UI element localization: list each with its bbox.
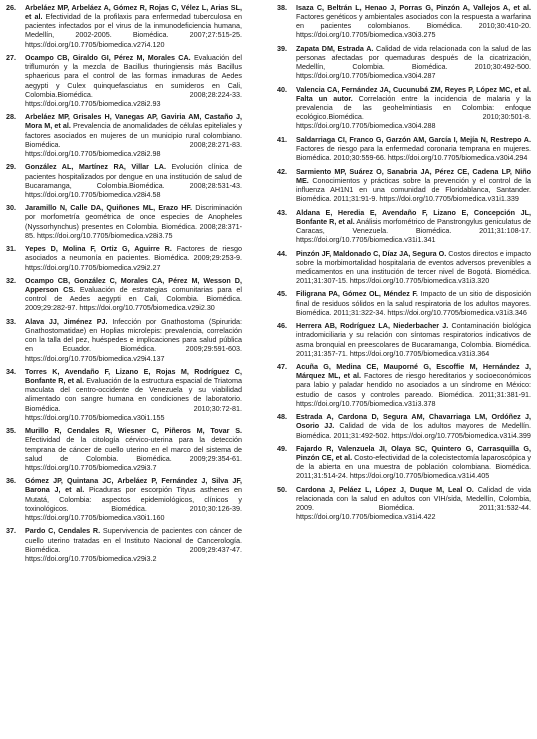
reference-number: 32.: [6, 276, 16, 285]
references-left-column: [6, 3, 242, 563]
reference-number: 31.: [6, 244, 16, 254]
reference-authors: Jaramillo N, Calle DA, Quiñones ML, Erazo HF.: [25, 203, 193, 213]
reference-authors: Isaza C, Beltrán L, Henao J, Porras G, Pinzón A, Vallejos A, et al.: [296, 3, 531, 12]
reference-number: 47.: [277, 362, 287, 372]
reference-item: [6, 162, 242, 199]
reference-authors: Arbeláez MP, Grisales H, Vanegas AP, Gaviria AM, Castaño J, Mora M, et al.: [25, 112, 242, 131]
reference-number: 40.: [277, 84, 287, 94]
reference-text: Prevalencia de anomalidades de células epiteliales y factores asociados en mujeres de un municipio rural colombiano. Biomédica. 2008;28:271-83. https://doi.org/10.7705/biomedica.v28i2.98: [25, 121, 242, 158]
reference-text: Evaluación del triflumurón y la mezcla de Bacillus thuringiensis más Bacillus sphaericus para el control de las formas inmaduras de Aedes aegypti y Culex quinquefasciatus en sumideros en Cali, Colombia.Biomédica. 2008;28:224-33. https://doi.org/10.7705/biomedica.v28i2.93: [25, 53, 242, 108]
reference-number: 35.: [6, 426, 16, 436]
reference-authors: Yepes D, Molina F, Ortiz G, Aguirre R.: [25, 244, 172, 254]
reference-item: [6, 276, 242, 313]
reference-item: [6, 526, 242, 563]
reference-text: Factores de riesgo hereditarios y socioeconómicos para labio y paladar hendido no asociados a un síndrome en México: estudio de casos y controles pareado. Biomédica. 2011;31:381-91. https://doi.org/10.7705/biomedica.v31i3.378: [296, 371, 531, 408]
reference-number: 41.: [277, 134, 287, 144]
reference-number: 33.: [6, 316, 16, 326]
reference-number: 44.: [277, 248, 287, 258]
reference-authors: Zapata DM, Estrada A.: [296, 43, 374, 53]
reference-text: Costos directos e impacto sobre la morbimortalidad hospitalaria de eventos adversos prevenibles a medicamentos en una institución de tercer nivel de Bogotá. Biomédica. 2011;31:307-15. https://doi.org/10.7705/biomedica.v31i3.320: [296, 248, 531, 285]
reference-authors: Filigrana PA, Gómez OL, Méndez F.: [296, 289, 418, 299]
reference-item: [6, 53, 242, 108]
reference-item: [277, 135, 531, 162]
reference-text: Costo-efectividad de la colecistectomía laparoscópica y de la abierta en una muestra de población colombiana. Biomédica. 2011;31:514-24. https://doi.org/10.7705/biomedica.v31i4.405: [296, 453, 531, 481]
reference-number: 45.: [277, 289, 287, 299]
reference-text: Calidad de vida relacionada con la salud en adultos con VIH/sida, Medellín, Colombia, 2009. Biomédica. 2011;31:532-44. https://doi.org/10.7705/biomedica.v31i4.422: [296, 484, 531, 522]
reference-item: [277, 289, 531, 316]
reference-text: Calidad de vida relacionada con la salud de las personas afectadas por quemaduras después de la cicatrización, Medellín, Colombia. Biomédica. 2010;30:492-500. https://doi.org/10.7705/biomedica.v30i4.287: [296, 43, 531, 81]
reference-number: 38.: [277, 3, 287, 12]
reference-number: 34.: [6, 367, 16, 376]
reference-item: [277, 85, 531, 131]
reference-text: Supervivencia de pacientes con cáncer de cuello uterino tratadas en el Instituto Nacional de Cancerología. Biomédica. 2009;29:437-47. https://doi.org/10.7705/biomedica.v29i3.2: [25, 526, 242, 563]
reference-text: Efectividad de la citología cérvico-uterina para la detección temprana de cáncer de cuello uterino en el marco del sistema de salud de Colombia. Biomédica. 2009;29:354-61. https://doi.org/10.7705/biomedica.v29i3.7: [25, 435, 242, 472]
reference-authors: Saldarriaga CI, Franco G, Garzón AM, García I, Mejía N, Restrepo A.: [296, 134, 531, 144]
reference-item: [277, 3, 531, 40]
reference-authors: Acuña G, Medina CE, Mauporné G, Escoffie M, Hernández J, Márquez ML, et al.: [296, 362, 531, 381]
reference-text: Factores genéticos y ambientales asociados con la respuesta a warfarina en pacientes colombianos. Biomédica. 2010;30:410-20. https://doi.org/10.7705/biomedica.v30i3.275: [296, 12, 531, 40]
reference-item: [277, 44, 531, 81]
reference-authors: Aldana E, Heredia E, Avendaño F, Lizano E, Concepción JL, Bonfante R, et al.: [296, 207, 531, 226]
reference-item: [277, 362, 531, 408]
reference-number: 36.: [6, 476, 16, 486]
reference-number: 39.: [277, 43, 287, 53]
reference-text: Infección por Gnathostoma (Spirurida: Gnathostomatidae) en Hoplias microlepis: prevalencia, correlación con la talla del pez, huéspedes e implicaciones para salud pública en Ecuador. Biomédica. 2009;29:591-603. https://doi.org/10.7705/biomedica.v29i4.137: [25, 316, 242, 363]
reference-item: [277, 249, 531, 286]
reference-item: [277, 485, 531, 522]
reference-text: Efectividad de la profilaxis para enfermedad tuberculosa en pacientes infectados por el virus de la inmunodeficiencia humana, Medellín, 2002-2005. Biomédica. 2007;27:515-25. https://doi.org/10.7705/biomedica.v27i4.120: [25, 12, 243, 49]
reference-authors: Herrera AB, Rodríguez LA, Niederbacher J.: [296, 321, 449, 331]
reference-number: 29.: [6, 162, 16, 172]
reference-item: [6, 367, 242, 422]
reference-item: [277, 167, 531, 204]
reference-item: [6, 476, 242, 522]
reference-item: [277, 208, 531, 245]
reference-authors: Fajardo R, Valenzuela JI, Olaya SC, Quintero G, Carrasquilla G, Pinzón CE, et al.: [296, 443, 531, 463]
reference-number: 26.: [6, 3, 16, 12]
reference-text: Picaduras por escorpión Tityus asthenes en Mutatá, Colombia: aspectos epidemiológicos, clínicos y toxinológicos. Biomédica. 2010;30:126-39. https://doi.org/10.7705/biomedica.v30i1.160: [25, 485, 243, 522]
reference-text: Contaminación biológica intradomiciliaria y su relación con síntomas respiratorios indicativos de asma bronquial en preescolares de Bucaramanga, Colombia. Biomédica. 2011;31:357-71. https://doi.org/10.7705/biomedica.v31i3.364: [296, 321, 532, 358]
reference-text: Impacto de un sitio de disposición final de residuos sólidos en la salud respiratoria de los adultos mayores. Biomédica. 2011;31:322-34. https://doi.org/10.7705/biomedica.v31i3.346: [296, 289, 531, 317]
reference-authors: Alava JJ, Jiménez PJ.: [25, 316, 108, 326]
reference-authors: Pinzón JF, Maldonado C, Díaz JA, Segura O.: [296, 248, 447, 258]
reference-number: 30.: [6, 203, 16, 213]
reference-number: 43.: [277, 207, 287, 217]
reference-authors: Murillo R, Cendales R, Wiesner C, Piñeros M, Tovar S.: [25, 426, 242, 436]
reference-text: Discriminación por morfometría geométrica de once especies de Anopheles (Nyssorhynchus) presentes en Colombia. Biomédica. 2008;28:371-85. https://doi.org/10.7705/biomedica.v28i3.75: [25, 203, 243, 240]
reference-authors: Torres K, Avendaño F, Lizano E, Rojas M, Rodríguez C, Bonfante R, et al.: [25, 367, 242, 386]
references-right-column: [277, 3, 531, 522]
reference-text: Factores de riesgo asociados a neumonía en pacientes. Biomédica. 2009;29:253-9. https://doi.org/10.7705/biomedica.v29i2.27: [25, 244, 243, 272]
reference-item: [277, 321, 531, 358]
reference-item: [6, 112, 242, 158]
reference-authors: Estrada A, Cardona D, Segura AM, Chavarriaga LM, Ordóñez J, Osorio JJ.: [296, 412, 531, 431]
reference-item: [6, 3, 242, 49]
reference-item: [277, 412, 531, 439]
reference-number: 42.: [277, 166, 287, 176]
reference-text: Evaluación de estrategias comunitarias para el control de Aedes aegypti en Cali, Colombia. Biomédica. 2009;29:282-97. https://doi.org/10.7705/biomedica.v29i2.30: [25, 285, 243, 313]
reference-number: 28.: [6, 112, 16, 122]
reference-text: Evolución clínica de pacientes hospitalizados por dengue en una institución de salud de Bucaramanga, Colombia.Biomédica. 2008;28:531-43. https://doi.org/10.7705/biomedica.v28i4.58: [25, 162, 243, 199]
reference-text: Factores de riesgo para la enfermedad coronaria temprana en mujeres. Biomédica. 2010;30:559-66. https://doi.org/10.7705/biomedica.v30i4.294: [296, 144, 531, 163]
reference-authors: Ocampo CB, Giraldo GI, Pérez M, Morales CA.: [25, 53, 191, 63]
reference-item: [277, 444, 531, 481]
reference-text: Conocimientos y prácticas sobre la prevención y el control de la influenza AH1N1 en una comunidad de Floridablanca, Santander. Biomédica. 2011;31:91-9. https://doi.org/10.7705/biomedica.v31i1.339: [296, 175, 532, 204]
reference-number: 46.: [277, 321, 287, 331]
reference-authors: Valencia CA, Fernández JA, Cucunubá ZM, Reyes P, López MC, et al. Falta un autor.: [296, 84, 531, 103]
reference-number: 50.: [277, 484, 287, 494]
reference-item: [6, 426, 242, 472]
reference-text: Calidad de vida de los adultos mayores de Medellín. Biomédica. 2011;31:492-502. https://doi.org/10.7705/biomedica.v31i4.399: [296, 421, 532, 440]
reference-number: 37.: [6, 526, 16, 536]
reference-item: [6, 203, 242, 240]
reference-authors: Cardona J, Peláez L, López J, Duque M, Leal O.: [296, 484, 474, 494]
reference-authors: Arbeláez MP, Arbeláez A, Gómez R, Rojas C, Vélez L, Arias SL, et al.: [25, 3, 242, 22]
reference-text: Evaluación de la estructura espacial de Triatoma maculata del centro-occidente de Venezuela y su viabilidad alimentado con sangre humana en condiciones de laboratorio. Biomédica. 2010;30:72-81. https://doi.org/10.7705/biomedica.v30i1.155: [25, 376, 242, 422]
reference-text: Análisis morfométrico de Panstrongylus geniculatus de Caracas, Venezuela. Biomédica. 2011;31:108-17. https://doi.org/10.7705/biomedica.v31i1.341: [296, 216, 531, 245]
reference-authors: Ocampo CB, González C, Morales CA, Pérez M, Wesson D, Apperson CS.: [25, 276, 242, 295]
reference-authors: Pardo C, Cendales R.: [25, 526, 101, 536]
reference-text: Correlación entre la incidencia de malaria y la prevalencia de las geohelmintiasis en Colombia: enfoque ecológico.Biomédica. 2010;30:501-8. https://doi.org/10.7705/biomedica.v30i4.288: [296, 94, 531, 131]
reference-number: 48.: [277, 412, 287, 422]
reference-item: [6, 244, 242, 271]
reference-authors: González AL, Martínez RA, Villar LA.: [25, 162, 166, 172]
reference-number: 27.: [6, 53, 16, 63]
reference-item: [6, 317, 242, 363]
reference-number: 49.: [277, 443, 287, 453]
reference-authors: Sarmiento MP, Suárez O, Sanabria JA, Pérez CE, Cadena LP, Niño ME.: [296, 166, 531, 185]
reference-authors: Gómez JP, Quintana JC, Arbeláez P, Fernández J, Silva JF, Barona J, et al.: [25, 476, 242, 495]
